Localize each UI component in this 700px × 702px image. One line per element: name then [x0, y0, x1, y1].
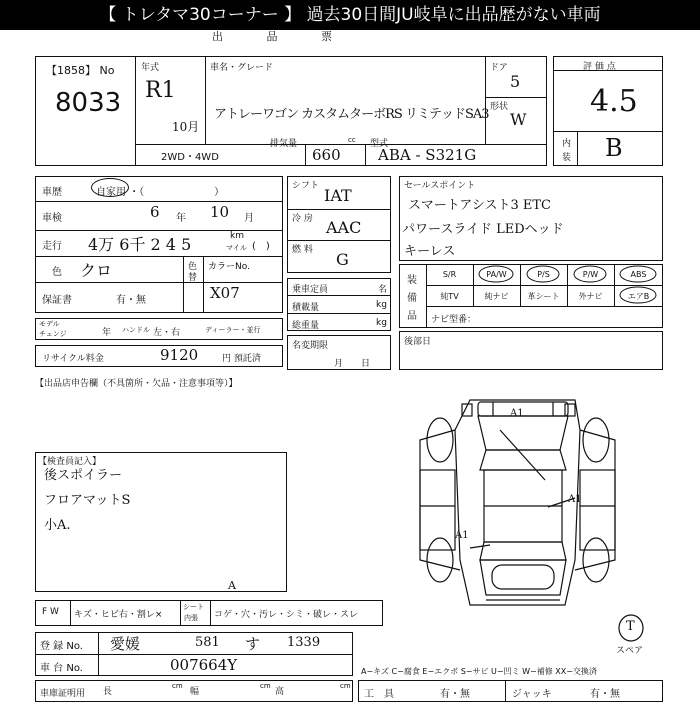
sales-point-label: セールスポイント [404, 181, 476, 191]
reg-value-4: 1339 [287, 635, 321, 650]
height-unit: cm [340, 682, 351, 690]
mileage-value: 4万 6千 2 4 5 [88, 235, 192, 254]
recycle-value: 9120 [160, 346, 199, 364]
seat-label-1: シート [183, 603, 204, 611]
displacement-label: 排気量 [270, 139, 298, 149]
inspector-note-3: 小A. [44, 518, 71, 533]
door-value: 5 [510, 72, 521, 91]
load-unit: kg [376, 300, 387, 310]
aircon-label: 冷 房 [292, 214, 313, 224]
aircon-value: AAC [326, 218, 362, 237]
chassis-value: 007664Y [170, 656, 238, 674]
color-label: 色 [52, 267, 62, 278]
length-label: 長 [103, 687, 113, 697]
width-unit: cm [260, 682, 271, 690]
mileage-label: 走行 [42, 241, 62, 252]
tools-label: 工 具 [364, 689, 394, 700]
jack-label: ジャッキ [512, 689, 552, 700]
width-label: 幅 [190, 687, 200, 697]
reg-value-1: 愛媛 [110, 635, 141, 653]
sales-point-line-1: スマートアシスト3 ETC [408, 198, 551, 213]
equip-tv: 純TV [440, 292, 459, 301]
repaint-label-1: 色 [188, 262, 198, 272]
inspector-notes-label: 【検査員記入】 [38, 457, 102, 467]
equipment-label-3: 品 [407, 311, 417, 322]
model-code-label: 型式 [370, 139, 389, 149]
seat-items: コゲ・穴・汚レ・シミ・破レ・スレ [214, 610, 359, 620]
color-no-label: カラーNo. [208, 262, 250, 272]
shift-value: IAT [324, 186, 352, 205]
mileage-paren: ( ) [252, 241, 270, 252]
inspection-year-unit: 年 [176, 213, 186, 224]
height-label: 高 [275, 687, 285, 697]
model-year-label: 年式 [141, 63, 160, 73]
spare-mark: T [626, 619, 635, 634]
fuel-value: G [336, 250, 349, 269]
lot-ref: 【1858】 No [46, 64, 115, 77]
inspector-note-2: フロアマットS [44, 493, 131, 508]
reg-value-3: す [245, 635, 261, 653]
repaint-label-2: 替 [188, 273, 198, 283]
model-month-value: 10月 [172, 120, 200, 134]
fw-items: キズ・ヒビ右・割レ× [74, 610, 163, 620]
exhibitor-notes-label: 【出品店申告欄（不具箇所・欠品・注意事項等）】 [35, 379, 238, 389]
equip-sr: S/R [442, 270, 457, 279]
model-year-value: R1 [145, 78, 176, 103]
equip-paw: PA/W [486, 270, 507, 279]
name-grade-label: 車名・グレード [210, 63, 274, 73]
equip-airbag: エアB [627, 292, 650, 301]
interior-value: B [605, 134, 623, 162]
above-mark: A [228, 579, 236, 592]
shift-label: シフト [292, 181, 320, 191]
owner-change-unit: 月 日 [334, 359, 371, 369]
displacement-unit: cc [348, 136, 356, 144]
load-label: 積載量 [292, 303, 320, 313]
equip-navi: 純ナビ [484, 292, 509, 301]
inspector-note-1: 後スポイラー [44, 468, 123, 483]
interior-label-1: 内 [562, 139, 572, 149]
warranty-label: 保証書 [42, 295, 72, 306]
inspection-label: 車検 [42, 213, 62, 224]
length-unit: cm [172, 682, 183, 690]
gross-unit: kg [376, 318, 387, 328]
model-change-label-2: チェンジ [39, 330, 67, 338]
equip-ps: P/S [537, 270, 550, 279]
body-shape-value: W [510, 110, 527, 129]
sales-point-line-3: キーレス [404, 244, 456, 259]
sub-title: 出 品 票 [212, 30, 352, 43]
reg-label: 登 録 No. [40, 641, 83, 652]
model-change-label-1: モデル [39, 320, 60, 328]
chassis-label: 車 台 No. [40, 663, 83, 674]
name-grade-value: アトレーワゴン カスタムターボRS リミテッドSA3 [214, 107, 489, 122]
sales-point-line-2: パワースライド LEDヘッド [402, 222, 564, 237]
handle-options: 左・右 [153, 328, 181, 338]
seat-label-2: 内張 [184, 614, 198, 622]
lot-number: 8033 [55, 88, 122, 118]
dealer-label: ディーラー・並行 [205, 326, 261, 334]
damage-mark-left: A1 [455, 530, 469, 541]
door-label: ドア [490, 63, 508, 73]
recycle-unit: 円 預託済 [222, 354, 261, 364]
score-label: 評 価 点 [583, 62, 616, 72]
handle-label: ハンドル [122, 326, 150, 334]
body-shape-label: 形状 [490, 102, 509, 112]
history-label: 車歴 [42, 187, 62, 198]
tools-options: 有・無 [440, 689, 470, 700]
post-seat-label: 後部日 [404, 337, 432, 347]
damage-mark-top: A1 [510, 408, 524, 419]
warranty-options: 有・無 [116, 295, 146, 306]
fw-label: F W [42, 607, 59, 617]
color-value: クロ [80, 261, 113, 280]
interior-label-2: 装 [562, 153, 572, 163]
equipment-label-2: 備 [407, 293, 417, 304]
owner-change-label: 名変期限 [292, 341, 329, 351]
jack-options: 有・無 [590, 689, 620, 700]
model-change-year-unit: 年 [102, 328, 112, 338]
inspection-month: 10 [210, 203, 230, 221]
equipment-label-1: 装 [407, 275, 417, 286]
mileage-unit-mile: マイル [226, 244, 247, 252]
gross-label: 総重量 [292, 321, 320, 331]
equip-leather: 革シート [527, 292, 560, 301]
equip-abs: ABS [630, 270, 647, 279]
recycle-label: リサイクル料金 [42, 354, 104, 364]
inspection-month-unit: 月 [244, 213, 254, 224]
damage-legend: A−キズ C−腐食 E−エクボ S−サビ U−凹ミ W−補修 XX−交換済 [361, 667, 597, 676]
model-code-value: ABA - S321G [378, 146, 477, 164]
damage-mark-right: A1 [568, 494, 582, 505]
color-no-value: X07 [210, 284, 240, 302]
fuel-label: 燃 料 [292, 245, 313, 255]
displacement-value: 660 [312, 146, 341, 164]
history-options: 自家用 ・（ ） [96, 187, 225, 198]
equip-ext-navi: 外ナビ [578, 292, 603, 301]
riding-label: 乗車定員 [292, 285, 329, 295]
spare-label: スペア [616, 646, 644, 656]
equip-pw: P/W [582, 270, 599, 279]
garage-cert-label: 車庫証明用 [40, 689, 86, 699]
riding-unit: 名 [378, 285, 388, 295]
drive-options: 2WD・4WD [161, 152, 219, 163]
inspection-year: 6 [150, 203, 160, 221]
navi-model-label: ナビ型番： [431, 315, 477, 325]
banner-title: 【 トレタマ30コーナー 】 過去30日間JU岐阜に出品歴がない車両 [0, 0, 700, 30]
mileage-unit-km: km [230, 231, 244, 241]
score-value: 4.5 [590, 84, 638, 119]
reg-value-2: 581 [195, 635, 220, 650]
